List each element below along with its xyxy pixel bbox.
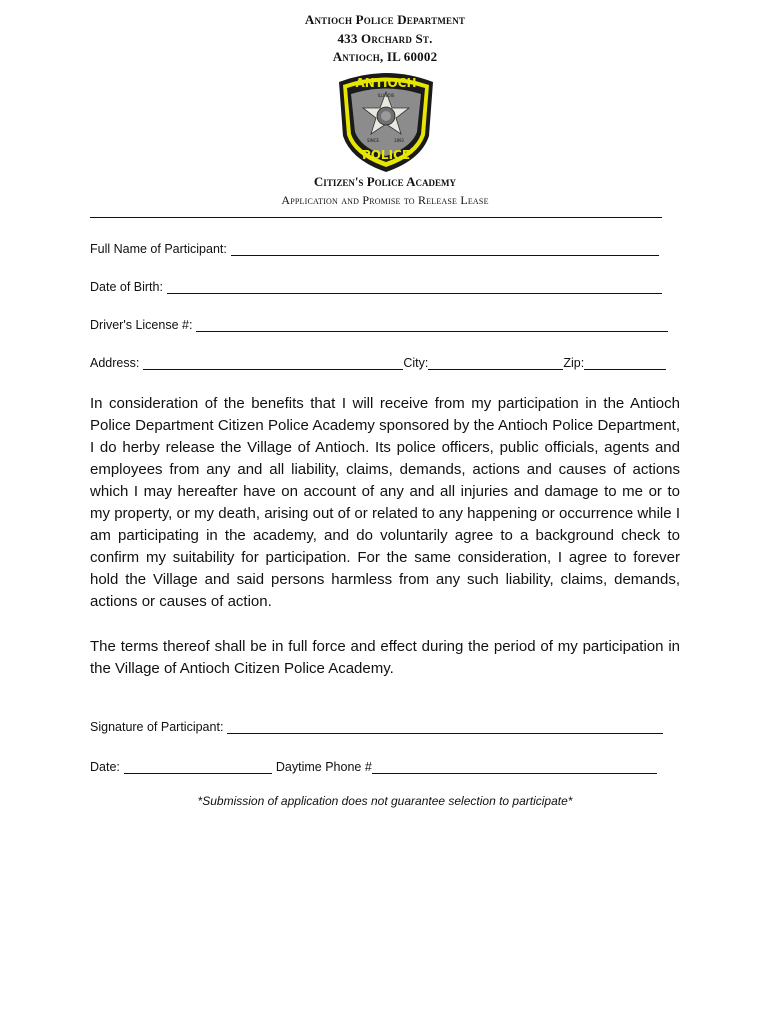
form-subtitle: Application and Promise to Release Lease <box>281 193 489 207</box>
license-row <box>90 318 668 332</box>
signature-row <box>90 720 663 734</box>
badge-since-right: 1892 <box>393 138 405 143</box>
full-name-row <box>90 242 659 256</box>
badge-since-left: SINCE <box>366 138 380 143</box>
phone-field[interactable] <box>372 760 657 774</box>
department-city: Antioch, IL 60002 <box>332 49 438 64</box>
city-field[interactable] <box>428 356 563 370</box>
city-label: City: <box>403 356 429 370</box>
license-field[interactable] <box>196 318 668 332</box>
signature-label: Signature of Participant: <box>90 720 224 734</box>
address-field[interactable] <box>143 356 403 370</box>
address-label: Address: <box>90 356 140 370</box>
department-street: 433 Orchard St. <box>337 31 433 46</box>
badge-state-text: ILLINOIS <box>377 93 395 98</box>
badge-bottom-text: POLICE <box>361 148 411 162</box>
badge-top-text: ANTIOCH <box>355 76 417 90</box>
department-name: Antioch Police Department <box>304 12 466 27</box>
date-field[interactable] <box>124 760 272 774</box>
dob-field[interactable] <box>167 280 662 294</box>
full-name-field[interactable] <box>231 242 659 256</box>
phone-label: Daytime Phone # <box>275 760 372 774</box>
submission-footnote: *Submission of application does not guarantee selection to participate* <box>197 794 573 808</box>
license-label: Driver's License #: <box>90 318 193 332</box>
date-label: Date: <box>90 760 120 774</box>
release-paragraph: In consideration of the benefits that I will receive from my participation in the Antioch Police Department Citizen Police Academy sponsored by the Antioch Police Department, I do herby release the Village of Antioch. Its police officers, public officials, agents and employees from any and all liability, claims, demands, actions and causes of actions which I may hereafter have on account of any and all injuries and damage to me or to my property, or my death, arising out of or related to any happening or occurrence while I am participating in the academy, and do voluntarily agree to a background check to confirm my suitability for participation. For the same consideration, I agree to forever hold the Village and said persons harmless from any such liability, claims, demands, actions or causes of action. <box>90 395 680 610</box>
header-divider <box>90 217 662 218</box>
signature-field[interactable] <box>227 720 663 734</box>
zip-field[interactable] <box>584 356 666 370</box>
address-row <box>90 356 666 370</box>
dob-row <box>90 280 662 294</box>
date-phone-row <box>90 760 657 774</box>
terms-paragraph: The terms thereof shall be in full force and effect during the period of my participation in the Village of Antioch Citizen Police Academy. <box>90 638 680 677</box>
full-name-label: Full Name of Participant: <box>90 242 227 256</box>
form-title: Citizen's Police Academy <box>313 174 457 189</box>
police-badge-logo <box>329 68 443 174</box>
dob-label: Date of Birth: <box>90 280 163 294</box>
badge-icon <box>329 68 443 174</box>
zip-label: Zip: <box>563 356 585 370</box>
